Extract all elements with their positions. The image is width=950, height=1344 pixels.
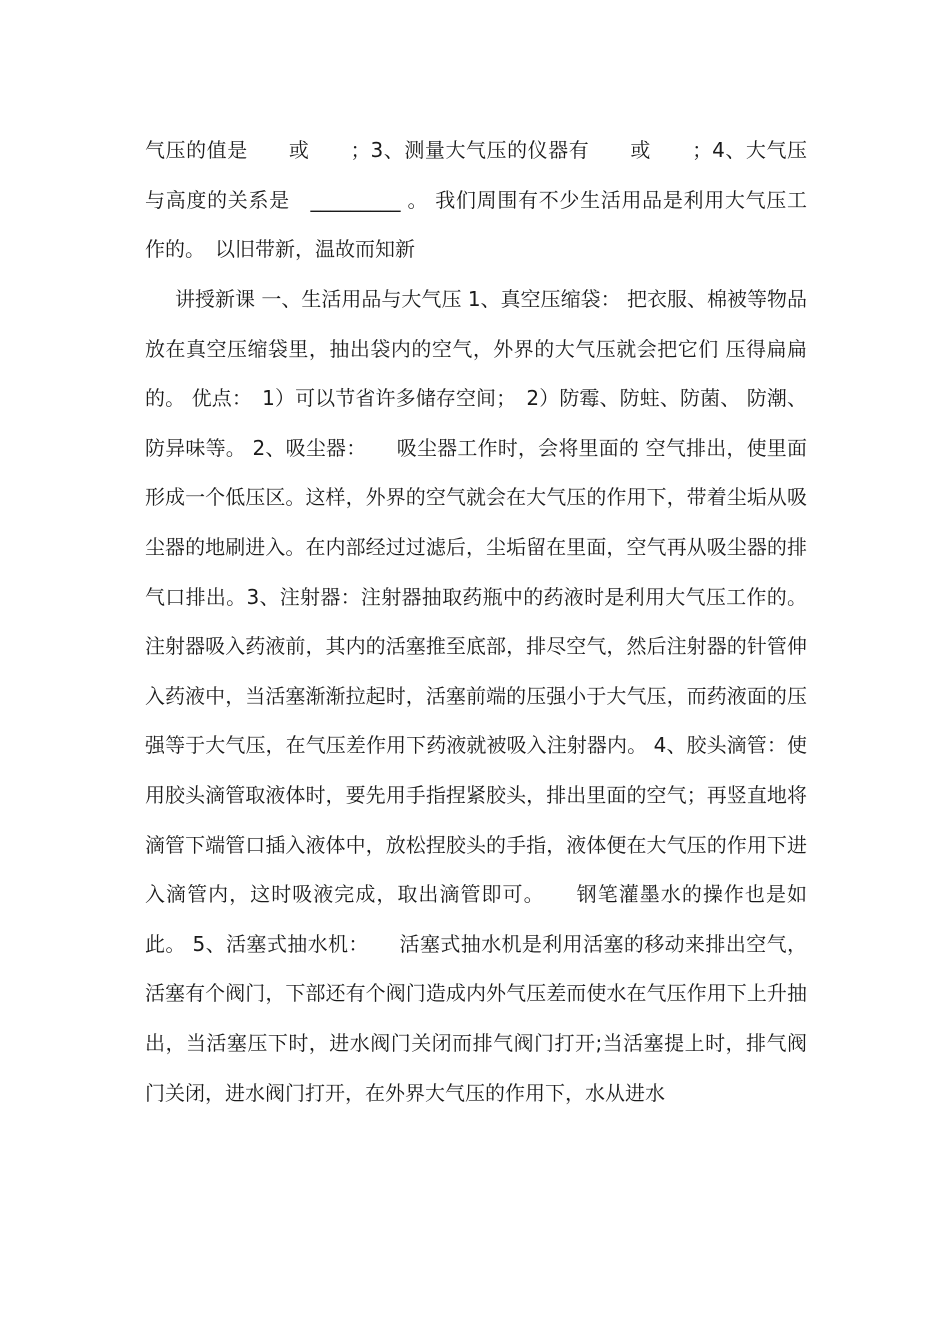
paragraph-review-questions: 气压的值是 或 ；3、测量大气压的仪器有 或 ；4、大气压与高度的关系是 _________ 。 我们周围有不少生活用品是利用大气压工作的。 以旧带新，温故而知新	[145, 138, 807, 262]
paragraph-new-lesson: 讲授新课 一、生活用品与大气压 1、真空压缩袋： 把衣服、棉被等物品放在真空压缩袋里，抽出袋内的空气，外界的大气压就会把它们 压得扁扁的。 优点： 1）可以节省许多储存空间； 2）防霉、防蛀、防菌、 防潮、防异味等。 2、吸尘器： 吸尘器工作时，会将里面的 空气排出，使里面形成一个低压区。这样，外界的空气就会在大气压的作用下，带着尘垢从吸尘器的地刷进入。在内部经过过滤后，尘垢留在里面，空气再从吸尘器的排气口排出。3、注射器：注射器抽取药瓶中的药液时是利用大气压工作的。注射器吸入药液前，其内的活塞推至底部，排尽空气，然后注射器的针管伸入药液中，当活塞渐渐拉起时，活塞前端的压强小于大气压，而药液面的压强等于大气压，在气压差作用下药液就被吸入注射器内。 4、胶头滴管：使用胶头滴管取液体时，要先用手指捏紧胶头，排出里面的空气；再竖直地将滴管下端管口插入液体中，放松捏胶头的手指，液体便在大气压的作用下进入滴管内，这时吸液完成，取出滴管即可。 钢笔灌墨水的操作也是如此。 5、活塞式抽水机： 活塞式抽水机是利用活塞的移动来排出空气，活塞有个阀门，下部还有个阀门造成内外气压差而使水在气压作用下上升抽出，当活塞压下时，进水阀门关闭而排气阀门打开;当活塞提上时，排气阀门关闭，进水阀门打开，在外界大气压的作用下，水从进水	[145, 287, 807, 1105]
